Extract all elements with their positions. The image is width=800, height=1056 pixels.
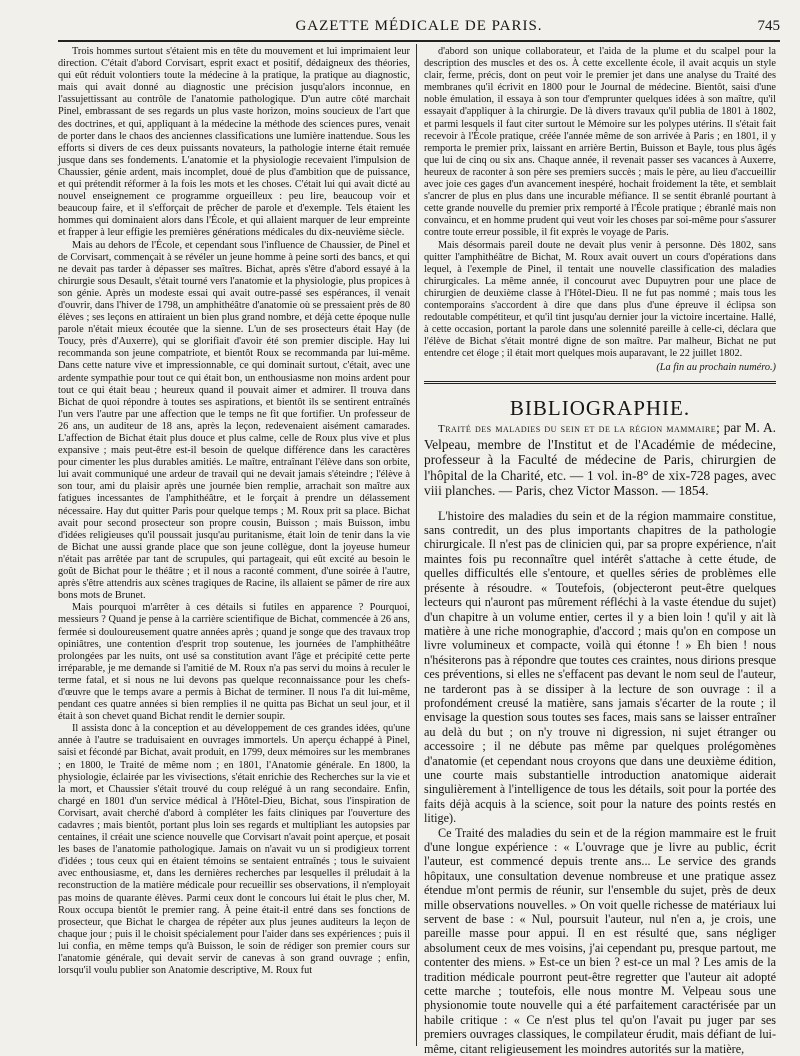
paragraph: Trois hommes surtout s'étaient mis en tête du mouvement et lui imprimaient leur direction. C'était d'abord Corvisart, esprit exact et positif, dédaigneux des théories, qui eût réduit volontiers toute la médecine à la pratique, la pratique au diagnostic, mais qui avait donné au diagnostic une précision jusqu'alors inconnue, en l'assujettissant au contrôle de l'anatomie pathologique. D'un autre côté marchait Pinel, embrassant de ses regards un plus vaste horizon, moins soucieux de l'art que des doctrines, et qui, appliquant à la médecine la méthode des sciences pures, venait de porter dans le chaos des anciennes classifications une lumière inattendue. Sous les efforts si divers de ces deux puissants novateurs, la pathologie interne était remuée jusque dans ses fondements. L'anatomie et la physiologie recevaient l'impulsion de Chaussier, génie ardent, mais incomplet, doué de plus d'ambition que de puissance, et qui prétendit réformer à la fois les mots et les choses. C'était lui qui avait dicté au nouvel enseignement ce programme orgueilleux : peu lire, beaucoup voir et beaucoup faire, et il s'efforçait de prêcher de parole et d'exemple. Tels étaient les hommes qui dominaient alors dans l'École, et qui allaient marquer de leur empreinte et frapper à leur effigie les premières générations médicales du dix-neuvième siècle. [58, 46, 410, 239]
bibliography-section [424, 395, 776, 1056]
paragraph: d'abord son unique collaborateur, et l'aida de la plume et du scalpel pour la description des muscles et des os. À cette excellente école, il avait acquis un style clair, ferme, précis, dont on peut voir le premier jet dans une analyse du Traité des membranes qu'il écrivit en 1800 pour le Journal de médecine. Bientôt, saisi d'une noble émulation, il essaya à son tour d'emprunter quelques idées à son maître, qu'il essayait d'appliquer à la chirurgie. De là divers travaux qu'il publia de 1801 à 1802, et parmi lesquels il faut citer surtout le Mémoire sur les polypes utérins. Il s'était fait recevoir à l'École pratique, créée l'année même de son arrivée à Paris ; en 1801, il y remporta le premier prix, laissant en arrière Bertin, Buisson et Bayle, tous plus âgés que lui de cinq ou six ans. Chaque année, il revenait passer ses vacances à Auxerre, heureux de raconter à son père ses premiers succès ; mais le père, au lieu d'accueillir avec joie ces gages d'un avancement inespéré, hochait froidement la tête, et semblait s'ancrer de plus en plus dans une incurable méfiance. Il se sentit ébranlé pourtant à cette grande nouvelle du premier prix remporté à l'École pratique ; ébranlé mais non convaincu, et en homme prudent qui veut voir les choses par soi-même pour s'assurer contre toute erreur possible, il fit exprès le voyage de Paris. [424, 46, 776, 239]
paragraph: L'histoire des maladies du sein et de la région mammaire constitue, sans contredit, un des plus importants chapitres de la pathologie chirurgicale. Il n'est pas de clinicien qui, par sa propre expérience, n'ait maintes fois pu reconnaître quel intérêt s'attache à cette étude, de quelles difficultés elle s'entoure, et quelles séries de problèmes elle présente à résoudre. « Toutefois, (objecteront peut-être quelques lecteurs qui n'auront pas mûrement réfléchi à la vaste étendue du sujet) d'un chapitre à un volume entier, certes il y a bien loin ! qu'il y ait là matière à une riche monographie, d'accord ; mais qu'on en compose un livre volumineux et compacte, voilà qui étonne ! » Eh bien ! nous n'hésiterons pas à répondre que toutes ces craintes, nous dirions presque ces préventions, si elles ne s'effacent pas devant le nom seul de l'auteur, ne tarderont pas à se dissiper à la lecture de son ouvrage : il a profondément creusé la matière, sans jamais s'écarter de la route ; il envisage la question sous toutes ses faces, mais sans se laisser entraîner au delà du but ; on n'y trouve ni digression, ni sujet étranger ou accessoire ; il ne débute pas même par quelques prolégomènes d'anatomie (et cependant nous croyons que dans une deuxième édition, une courte mais substantielle introduction anatomique aiderait singulièrement à l'intelligence de tous les détails, soit pour la portée des faits déjà acquis à la science, soit pour la nature des points restés en litige). [424, 508, 776, 826]
page-number: 745 [757, 18, 780, 34]
paragraph: Il assista donc à la conception et au développement de ces grandes idées, qu'une année à l'autre se traduisaient en ouvrages immortels. Un aperçu échappé à Pinel, saisi et fécondé par Bichat, avait produit, en 1799, deux mémoires sur les membranes ; en 1800, le Traité de même nom ; en 1801, l'Anatomie générale. En 1800, la physiologie, éclairée par les vivisections, s'était enrichie des Recherches sur la vie et la mort, et Chaussier s'était trouvé du coup relégué à un rang secondaire. Enfin, chargé en 1801 d'un service médical à l'Hôtel-Dieu, Bichat, sous l'inspiration de Corvisart, avait cherché d'abord à compléter les faits cliniques par l'ouverture des cadavres ; mais bientôt, portant plus loin ses regards et multipliant les autopsies par centaines, il créait une science nouvelle que Corvisart n'avait point aperçue, et posait les bases de l'anatomie pathologique. Jamais on n'avait vu un si prodigieux torrent d'idées ; tous ceux qui en étaient témoins se sentaient entraînés ; tous le suivaient avec enthousiasme, et, dans les dernières recherches par lesquelles il préludait à la reconstruction de la matière médicale pour recueillir ses observations, il n'employait pas moins de quarante élèves. Parmi ceux dont le concours lui était le plus cher, M. Roux occupa bientôt le premier rang. À peine était-il entré dans ses fonctions de prosecteur, que Bichat le chargea de répéter aux plus jeunes auditeurs la leçon de chaque jour ; puis il le choisit spécialement pour l'aider dans ses expériences ; puis il lui confia, en même temps qu'à Buisson, le soin de rédiger son premier cours sur l'anatomie générale, qui devait servir de canevas à son grand ouvrage ; enfin, lorsqu'il voulu publier son Anatomie descriptive, M. Roux fut [58, 723, 410, 977]
paragraph: Ce Traité des maladies du sein et de la région mammaire est le fruit d'une longue expérience : « L'ouvrage que je livre au public, écrit l'auteur, est commencé depuis trente ans... Le service des grands hôpitaux, une consultation devenue nombreuse et une pratique assez étendue m'ont permis de réunir, sur l'ensemble du sujet, près de deux mille observations nouvelles. » On voit quelle richesse de matériaux lui servent de base : « Nul, poursuit l'auteur, nul n'en a, je crois, une pareille masse pour appui. Il en est résulté que, sans négliger absolument ceux de mes voisins, j'ai cependant pu, presque partout, me contenter des miens. » Est-ce un bien ? est-ce un mal ? Les amis de la tradition médicale pourront peut-être regretter que l'auteur ait adopté cette marche ; toutefois, elle nous montre M. Velpeau sous une physionomie toute nouvelle qui a été parfaitement caractérisée par un habile critique : « Ce n'est plus tel qu'on l'avait pu juger par ses premiers ouvrages classiques, le compilateur érudit, mais défiant de lui-même, citant religieusement les moindres autorités sur la matière, [424, 825, 776, 1056]
left-column [58, 46, 410, 1046]
page-header [58, 18, 780, 42]
column-divider [416, 44, 417, 1046]
book-title: Traité des maladies du sein et de la région mammaire [438, 422, 717, 435]
paragraph: Mais pourquoi m'arrêter à ces détails si futiles en apparence ? Pourquoi, messieurs ? Quand je pense à la carrière scientifique de Bichat, commencée à 26 ans, fermée si douloureusement quatre années après ; quand je songe que des travaux trop opiniâtres, une contention d'esprit trop soutenue, les journées de l'amphithéâtre prolongées par les nuits, ont usé sa constitution avant l'âge et précipité cette perte irréparable, je me demande si l'amitié de M. Roux n'a pas servi du moins à reculer le terme fatal, et si nous ne lui devons pas quelque reconnaissance pour les chefs-d'œuvre que le temps avare a permis à Bichat de terminer. Il nous l'a dit lui-même, pendant ces quatre années si bien remplies il ne quitta pas Bichat un seul jour, et il était à son chevet quand Bichat rendit le dernier soupir. [58, 602, 410, 723]
section-separator [424, 381, 776, 384]
right-column [424, 46, 776, 1056]
paragraph: Mais désormais pareil doute ne devait plus venir à personne. Dès 1802, sans quitter l'amphithéâtre de Bichat, M. Roux avait ouvert un cours d'opérations dans lequel, à l'exemple de Pinel, il tentait une nouvelle classification des maladies chirurgicales. La même année, il concourut avec Dupuytren pour une place de chirurgien de deuxième classe à l'Hôtel-Dieu. Il ne fut pas nommé ; mais tous les contemporains s'accordent à dire que dans plus d'une épreuve il éclipsa son redoutable compétiteur, et qu'il tint jusqu'au dernier jour la victoire incertaine. Hallé, à cette occasion, portant la parole dans une solennité pareille à celle-ci, déclara que l'élève de Bichat s'était montré digne de son maître. Par malheur, Bichat ne put entendre cet éloge ; il était mort quelques mois auparavant, le 22 juillet 1802. [424, 239, 776, 360]
book-reference [424, 420, 776, 499]
book-details: ; par M. A. Velpeau, membre de l'Institut et de l'Académie de médecine, professeur à la Faculté de médecine de Paris, chirurgien de l'hôpital de la Charité, etc. — 1 vol. in-8° de xix-728 pages, avec viii planches. — Paris, chez Victor Masson. — 1854. [424, 419, 776, 499]
paragraph: Mais au dehors de l'École, et cependant sous l'influence de Chaussier, de Pinel et de Corvisart, commençait à se révéler un jeune homme à peine sorti des bancs, et qui ne devait pas tarder à dépasser ses maîtres. Bichat, après s'être d'abord essayé à la chirurgie sous Desault, s'était tourné vers l'anatomie et la physiologie, plus propices à son génie. Après un modeste essai qui avait outre-passé ses espérances, il venait d'ouvrir, dans l'hiver de 1798, un amphithéâtre d'anatomie où se pressaient près de 80 élèves ; ses leçons en attiraient un bien plus grand nombre, et déjà cette époque nulle parole n'était mieux écoutée que la sienne. L'un de ses prosecteurs était Hay (de Toucy, près d'Auxerre), qui se glorifiait d'avoir été son premier disciple. Hay lui recommanda son jeune compatriote, et bientôt Roux se recommanda par lui-même. Dans cette nature vive et impressionnable, ce qui dominait surtout, c'était, avec une ardente sympathie pour tout ce qui était bon, un enthousiasme non moins ardent pour tout ce qui était beau ; heureux quand il pouvait aimer et admirer. Il trouva dans Bichat de quoi répondre à toutes ses aspirations, et bientôt ils se sentirent entraînés l'un vers l'autre par une affection que le temps ne fit que fortifier. Un professeur de 26 ans, un auditeur de 18 ans, après la leçon, redevenaient aisément camarades. L'affection de Bichat était plus douce et plus calme, celle de Roux plus vive et plus expansive ; mais peut-être est-il besoin de quelque différence dans les caractères pour cimenter les plus durables amitiés. Le maître, entraînant l'élève dans son orbite, lui avait communiqué une ardeur de travail qui ne devait jamais s'éteindre ; l'élève à son tour, ami du plaisir après une journée bien remplie, arrachait son maître aux fatigues incessantes de l'amphithéâtre, et le forçait à prendre un délassement nécessaire. Hay dut quitter Paris pour quelque temps ; M. Roux prit sa place. Bichat avait pour second prosecteur son propre cousin, Buisson ; mais Buisson, imbu d'idées religieuses qu'il poussait jusqu'au puritanisme, était loin de tenir dans la vie de Bichat une aussi grande place que son jeune collègue, dont la joyeuse humeur n'était pas arrêtée par tant de scrupules, qui partageait, qui eût excité au besoin le goût de Bichat pour le théâtre ; et il nous a raconté comment, d'une soirée à l'autre, après s'être attendris aux scènes tragiques de Racine, ils allaient se pâmer de rire aux bons mots de Brunet. [58, 239, 410, 602]
continuation-note: (La fin au prochain numéro.) [656, 362, 776, 374]
review-body [424, 509, 776, 1056]
section-heading: BIBLIOGRAPHIE. [509, 395, 691, 420]
journal-title: GAZETTE MÉDICALE DE PARIS. [295, 18, 543, 34]
